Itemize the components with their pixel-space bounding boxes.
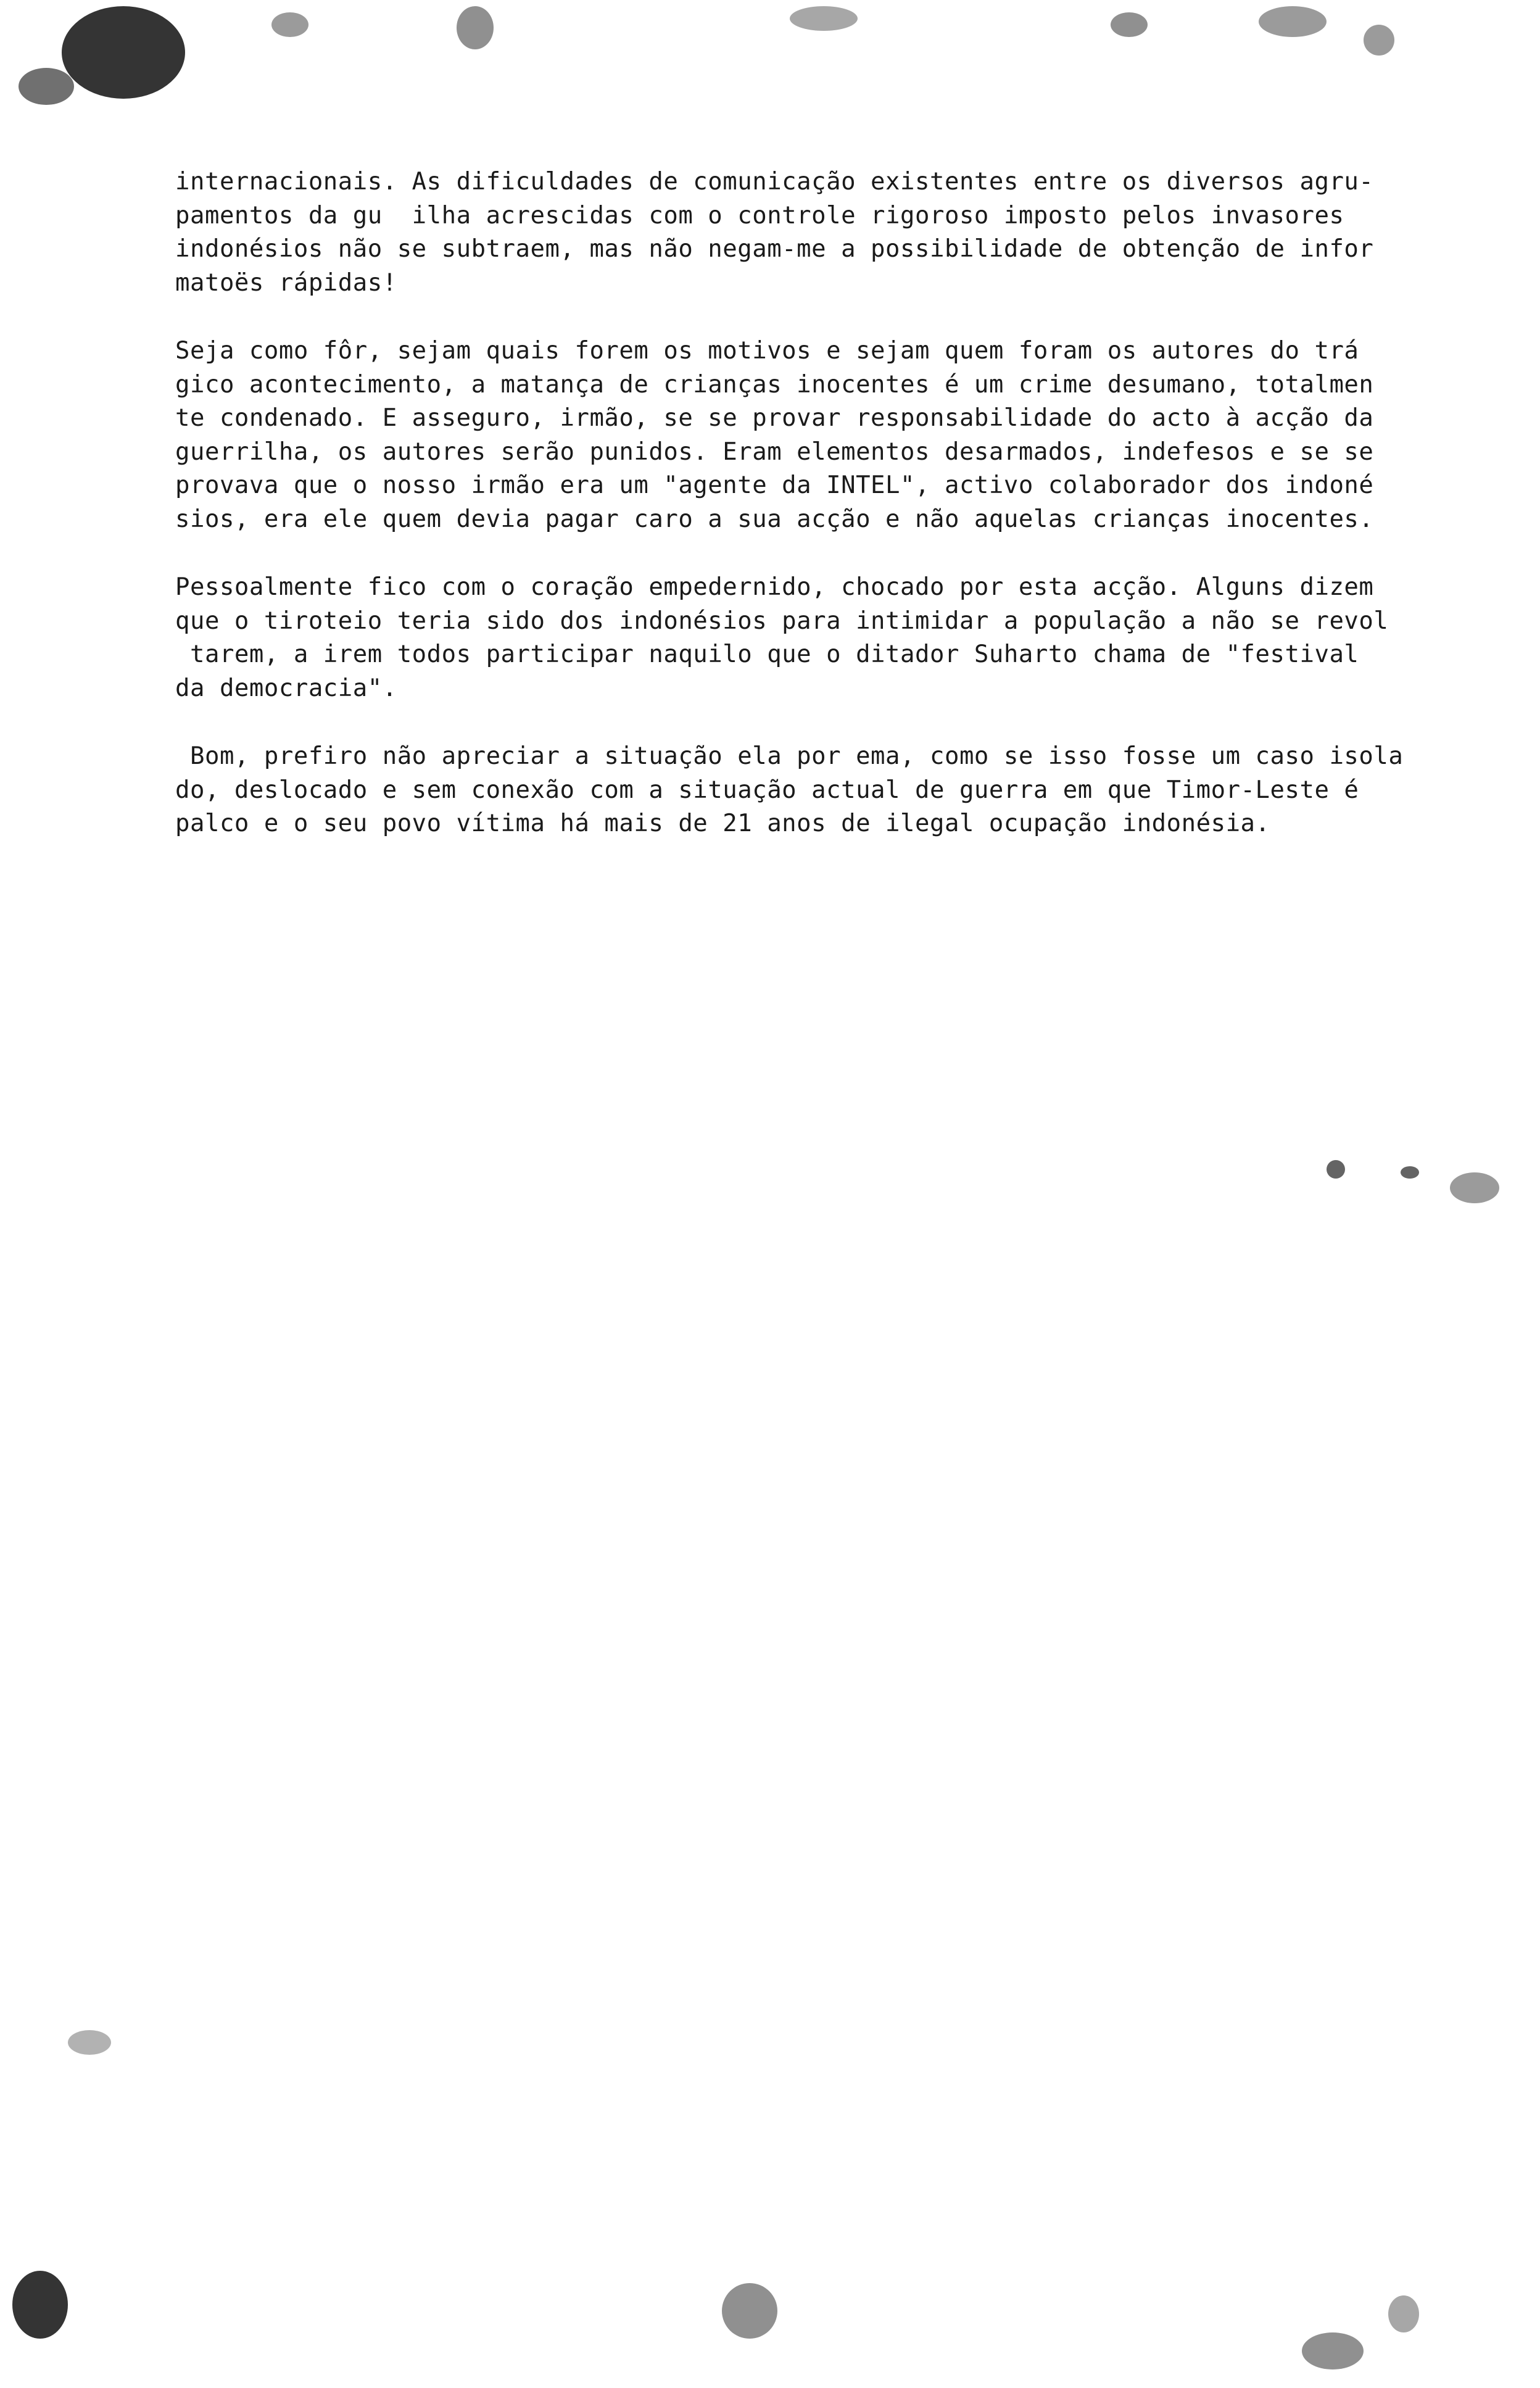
scan-speck-right-mid-2 — [1401, 1166, 1419, 1179]
text-line: palco e o seu povo vítima há mais de 21 anos de ilegal ocupação indonésia. — [175, 810, 1270, 837]
scan-smudge-top-left — [62, 6, 185, 99]
scan-speck-bottom-mid — [722, 2283, 777, 2339]
scan-speck-top-5 — [1259, 6, 1327, 37]
scan-speck-right-mid-3 — [1450, 1172, 1499, 1203]
text-line: Pessoalmente fico com o coração empedernido, chocado por esta acção. Alguns dizem — [175, 573, 1374, 601]
text-line: te condenado. E asseguro, irmão, se se provar responsabilidade do acto à acção da — [175, 404, 1374, 432]
text-line: Bom, prefiro não apreciar a situação ela por ema, como se isso fosse um caso isola — [175, 742, 1404, 770]
text-line: Seja como fôr, sejam quais forem os motivos e sejam quem foram os autores do trá — [175, 337, 1359, 365]
paragraph-4 — [175, 740, 1422, 841]
paragraph-2 — [175, 334, 1422, 536]
scan-speck-left-lower — [68, 2030, 111, 2055]
text-line: gico acontecimento, a matança de crianças inocentes é um crime desumano, totalmen — [175, 370, 1374, 399]
scan-speck-top — [271, 12, 308, 37]
text-line: matoës rápidas! — [175, 268, 397, 297]
scan-speck-top-4 — [1111, 12, 1148, 37]
text-line: do, deslocado e sem conexão com a situação actual de guerra em que Timor-Leste é — [175, 776, 1359, 804]
paragraph-3 — [175, 571, 1422, 705]
scan-speck-bottom-right — [1302, 2332, 1364, 2369]
text-line: que o tiroteio teria sido dos indonésios para intimidar a população a não se revol — [175, 607, 1389, 635]
text-line: indonésios não se subtraem, mas não negam-me a possibilidade de obtenção de infor — [175, 235, 1374, 263]
paragraph-1 — [175, 165, 1422, 300]
text-line: internacionais. As dificuldades de comunicação existentes entre os diversos agru- — [175, 168, 1374, 196]
text-line: da democracia". — [175, 674, 397, 702]
text-line: provava que o nosso irmão era um "agente da INTEL", activo colaborador dos indoné — [175, 471, 1374, 499]
scan-speck-top-3 — [790, 6, 858, 31]
text-line: pamentos da gu ilha acrescidas com o controle rigoroso imposto pelos invasores — [175, 201, 1344, 230]
text-line: sios, era ele quem devia pagar caro a sua acção e não aquelas crianças inocentes. — [175, 505, 1374, 533]
text-line: tarem, a irem todos participar naquilo que o ditador Suharto chama de "festival — [175, 641, 1359, 668]
scan-smudge-top-left-2 — [19, 68, 74, 105]
scan-smudge-bottom-left — [12, 2271, 68, 2339]
typed-letter-text — [175, 165, 1422, 876]
scan-speck-top-6 — [1364, 25, 1394, 56]
scan-speck-top-2 — [457, 6, 494, 49]
scan-speck-bottom-right-2 — [1388, 2295, 1419, 2332]
text-line: guerrilha, os autores serão punidos. Eram elementos desarmados, indefesos e se se — [175, 437, 1374, 466]
scan-speck-right-mid — [1327, 1160, 1345, 1179]
